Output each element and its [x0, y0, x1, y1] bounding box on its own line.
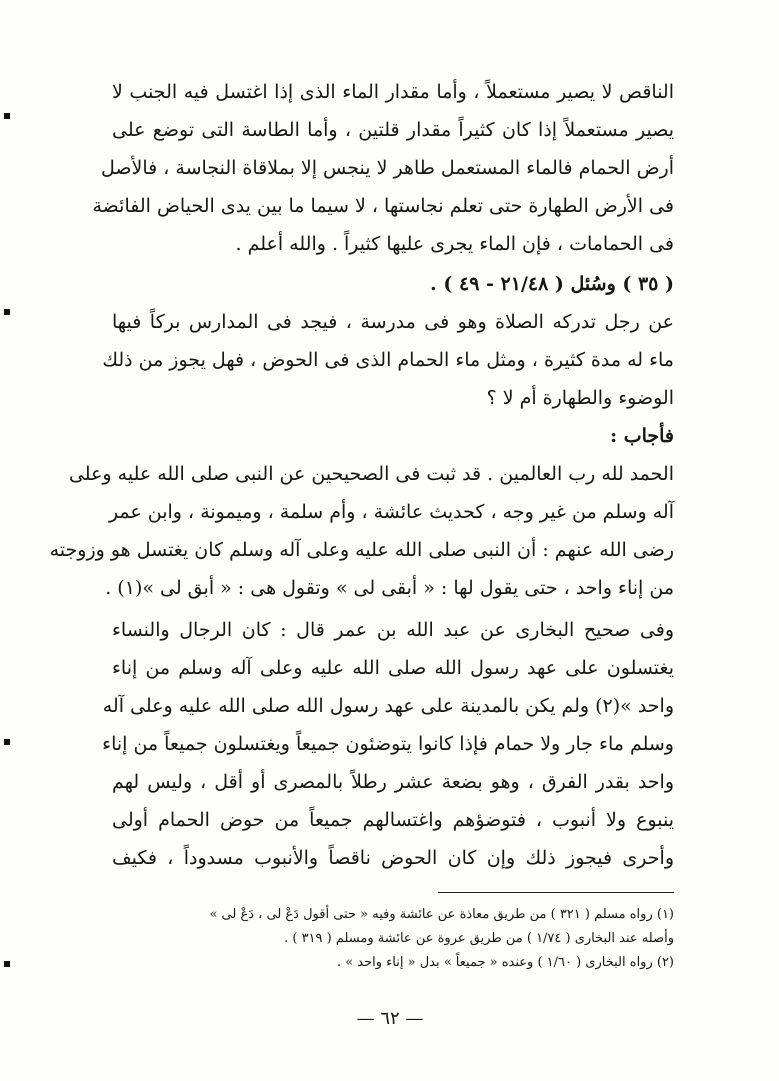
- paragraph2-line-3: واحد »(٢) ولم يكن بالمدينة على عهد رسول الله صلى الله عليه وعلى آله: [102, 695, 674, 717]
- binding-mark: [4, 113, 10, 119]
- footnote-line-1: (١) رواه مسلم ( ٣٢١ ) من طريق معاذة عن عائشة وفيه « حتى أقول دَعْ لى ، دَعْ لى »: [209, 907, 674, 922]
- question-line-3: الوضوء والطهارة أم لا ؟: [486, 387, 674, 409]
- question-line-2: ماء له مدة كثيرة ، ومثل ماء الحمام الذى فى الحوض ، فهل يجوز من ذلك: [102, 349, 674, 371]
- binding-mark: [4, 309, 10, 315]
- page-number: — ٦٢ —: [356, 1008, 424, 1029]
- body-line-1: الناقص لا يصير مستعملاً ، وأما مقدار الماء الذى إذا اغتسل فيه الجنب لا: [112, 81, 674, 103]
- paragraph2-line-7: وأحرى فيجوز ذلك وإن كان الحوض ناقصاً والأنبوب مسدوداً ، فكيف: [112, 847, 674, 869]
- question-line-1: عن رجل تدركه الصلاة وهو فى مدرسة ، فيجد فى المدارس بركاً فيها: [112, 311, 674, 333]
- paragraph2-line-5: واحد بقدر الفرق ، وهو بضعة عشر رطلاً بالمصرى أو أقل ، وليس لهم: [112, 771, 674, 793]
- body-line-5: فى الحمامات ، فإن الماء يجرى عليها كثيراً . والله أعلم .: [235, 233, 674, 255]
- binding-mark: [4, 739, 10, 745]
- answer-line-2: آله وسلم من غير وجه ، كحديث عائشة ، وأم سلمة ، وميمونة ، وابن عمر: [108, 501, 674, 523]
- body-line-3: أرض الحمام فالماء المستعمل طاهر لا ينجس إلا بملاقاة النجاسة ، فالأصل: [100, 157, 674, 179]
- answer-line-3: رضى الله عنهم : أن النبى صلى الله عليه وعلى آله وسلم كان يغتسل هو وزوجته: [49, 539, 674, 561]
- footnote-separator: [438, 892, 674, 893]
- paragraph2-line-2: يغتسلون على عهد رسول الله صلى الله عليه وعلى آله وسلم من إناء: [112, 657, 674, 679]
- question-heading: ( ٣٥ ) وسُئل ( ٢١/٤٨ - ٤٩ ) .: [430, 273, 674, 295]
- paragraph2-line-1: وفى صحيح البخارى عن عبد الله بن عمر قال : كان الرجال والنساء: [112, 619, 674, 641]
- answer-line-4: من إناء واحد ، حتى يقول لها : « أبقى لى » وتقول هى : « أبق لى »(١) .: [105, 577, 674, 599]
- paragraph2-line-6: ينبوع ولا أنبوب ، فتوضؤهم واغتسالهم جميعاً من حوض الحمام أولى: [112, 809, 674, 831]
- binding-mark: [4, 961, 10, 967]
- paragraph2-line-4: وسلم ماء جار ولا حمام فإذا كانوا يتوضئون جميعاً ويغتسلون جميعاً من إناء: [102, 733, 674, 755]
- answer-line-1: الحمد لله رب العالمين . قد ثبت فى الصحيحين عن النبى صلى الله عليه وعلى: [68, 463, 674, 485]
- answer-heading: فأجاب :: [610, 425, 674, 447]
- footnote-line-3: (٢) رواه البخارى ( ١/٦٠ ) وعنده « جميعاً » بدل « إناء واحد » .: [336, 955, 674, 970]
- footnote-line-2: وأصله عند البخارى ( ١/٧٤ ) من طريق عروة عن عائشة ومسلم ( ٣١٩ ) .: [284, 931, 674, 946]
- body-line-2: يصير مستعملاً إذا كان كثيراً مقدار قلتين ، وأما الطاسة التى توضع على: [112, 119, 674, 141]
- body-line-4: فى الأرض الطهارة حتى تعلم نجاستها ، لا سيما ما بين يدى الحياض الفائضة: [92, 195, 674, 217]
